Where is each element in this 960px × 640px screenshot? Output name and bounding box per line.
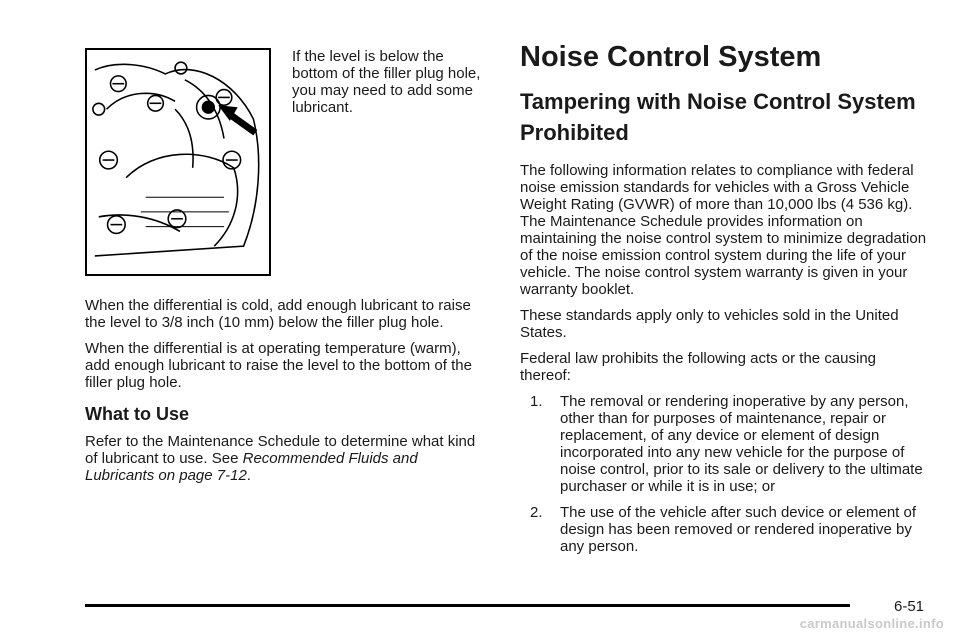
compliance-paragraph: The following information relates to compliance with federal noise emission standards for vehicles with a Gross Vehicle Weight Rating (GVWR) of more than 10,000 lbs (4 536 kg). The Maintenance Schedule provides information on maintaining the noise control system to minimize degradation of the noise emission control system during the life of your vehicle. The noise control system warranty is given in your warranty booklet.: [520, 162, 927, 298]
right-column: [520, 40, 930, 564]
watermark: carmanualsonline.info: [799, 616, 944, 631]
subsection-title: Tampering with Noise Control System Prohibited: [520, 89, 916, 145]
cold-instructions: When the differential is cold, add enough lubricant to raise the level to 3/8 inch (10 mm) below the filler plug hole.: [85, 297, 471, 331]
differential-illustration: [85, 48, 271, 276]
figure-caption: If the level is below the bottom of the filler plug hole, you may need to add some lubricant.: [292, 48, 481, 116]
warm-instructions: When the differential is at operating temperature (warm), add enough lubricant to raise the level to the bottom of the filler plug hole.: [85, 340, 472, 391]
list-item: 2. The use of the vehicle after such device or element of design has been removed or rendered inoperative by any person.: [530, 504, 917, 555]
footer-divider: [85, 604, 850, 607]
what-to-use-heading: What to Use: [85, 404, 190, 424]
cross-reference-link[interactable]: Recommended Fluids and Lubricants on page 7-12: [85, 450, 418, 484]
arrow-icon: [218, 105, 255, 132]
page-number: 6-51: [894, 598, 925, 615]
us-standards-paragraph: These standards apply only to vehicles sold in the United States.: [520, 307, 899, 341]
section-title: Noise Control System: [520, 41, 822, 73]
prohibited-acts-list: [520, 393, 930, 555]
federal-law-paragraph: Federal law prohibits the following acts or the causing thereof:: [520, 350, 877, 384]
differential-filler-plug-illustration-icon: [87, 50, 269, 274]
left-column: [85, 297, 485, 493]
what-to-use-text: Refer to the Maintenance Schedule to determine what kind of lubricant to use. See Recommended Fluids and Lubricants on page 7-12.: [85, 433, 476, 484]
list-item: 1. The removal or rendering inoperative by any person, other than for purposes of maintenance, repair or replacement, of any device or element of design incorporated into any new vehicle for the purpose of noise control, prior to its sale or delivery to the ultimate purchaser or while it is in use; or: [530, 393, 923, 495]
